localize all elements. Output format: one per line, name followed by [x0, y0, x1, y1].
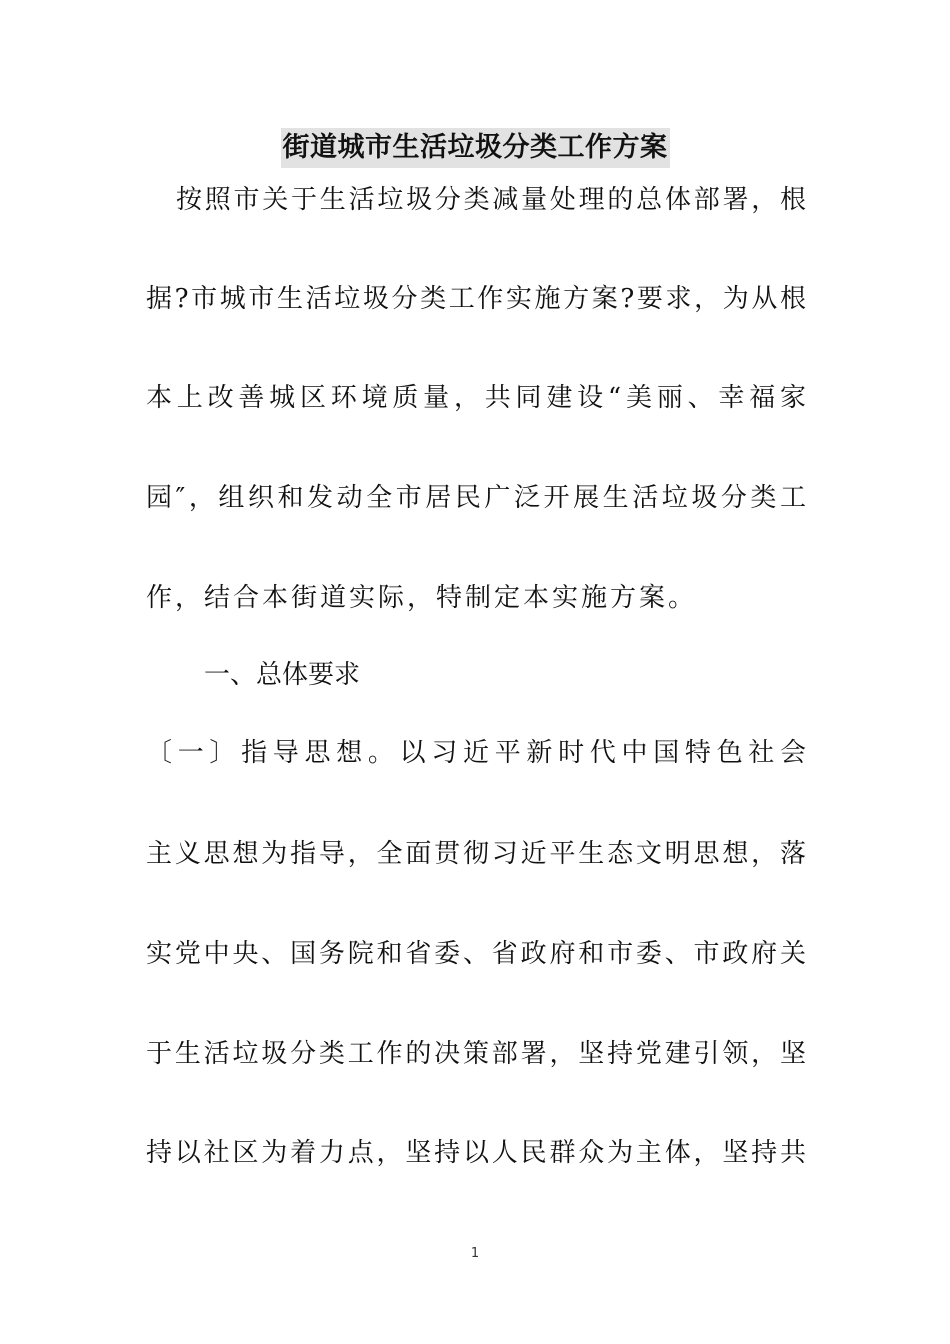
paragraph-line-8: 实党中央、国务院和省委、省政府和市委、市政府关 — [146, 939, 806, 969]
document-title-wrap — [0, 128, 950, 172]
section-heading-1: 一、总体要求 — [204, 660, 361, 690]
paragraph-line-4: 园″，组织和发动全市居民广泛开展生活垃圾分类工 — [146, 483, 806, 513]
paragraph-line-9: 于生活垃圾分类工作的决策部署，坚持党建引领，坚 — [146, 1039, 806, 1069]
document-title: 街道城市生活垃圾分类工作方案 — [281, 128, 670, 168]
paragraph-line-1: 按照市关于生活垃圾分类减量处理的总体部署，根 — [176, 185, 806, 215]
paragraph-line-2: 据?市城市生活垃圾分类工作实施方案?要求，为从根 — [146, 284, 806, 314]
paragraph-line-6: 〔一〕指导思想。以习近平新时代中国特色社会 — [146, 738, 806, 768]
paragraph-line-7: 主义思想为指导，全面贯彻习近平生态文明思想，落 — [146, 839, 806, 869]
paragraph-line-3: 本上改善城区环境质量，共同建设“美丽、幸福家 — [146, 383, 806, 413]
paragraph-line-10: 持以社区为着力点，坚持以人民群众为主体，坚持共 — [146, 1138, 806, 1168]
paragraph-line-5: 作，结合本街道实际，特制定本实施方案。 — [146, 583, 698, 613]
page-number: 1 — [470, 1246, 480, 1261]
